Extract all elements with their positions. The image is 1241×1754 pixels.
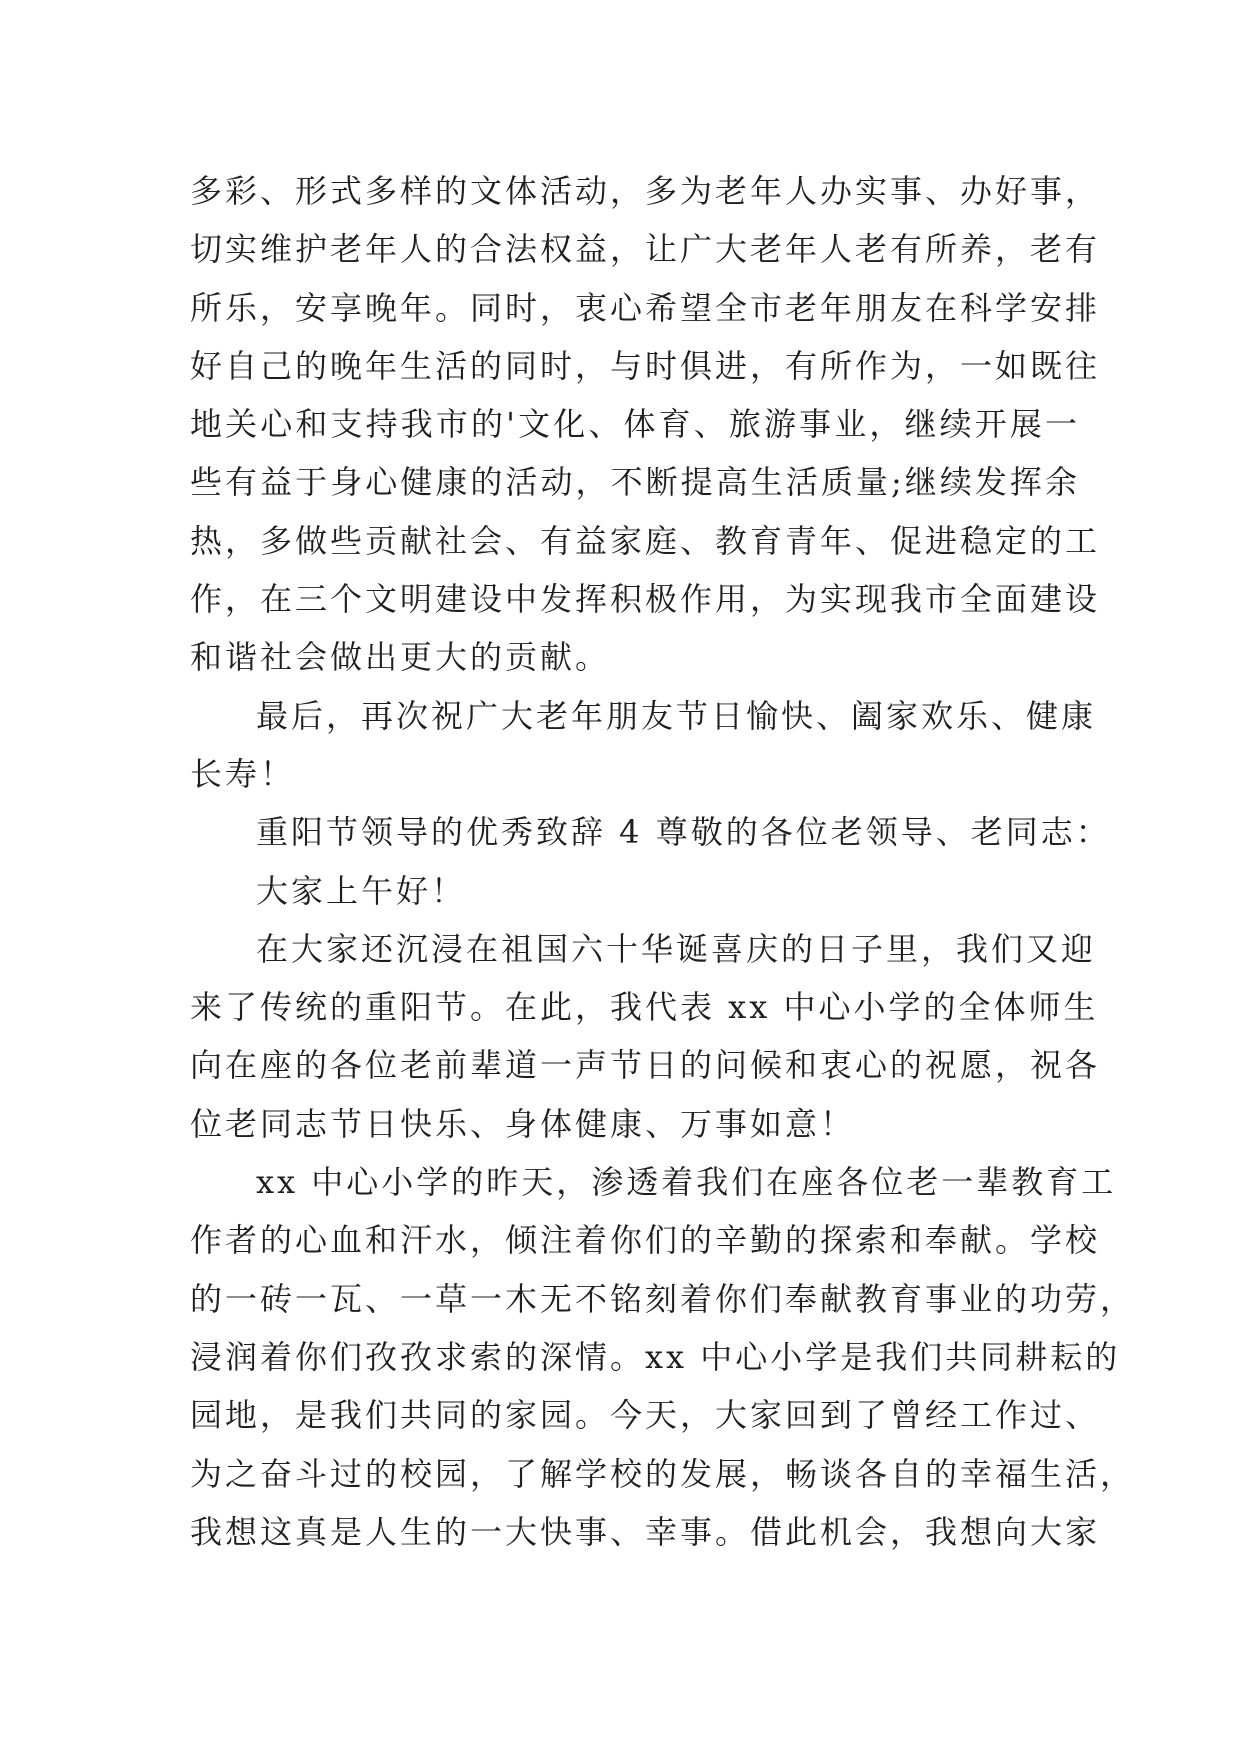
text-line: 多彩、形式多样的文体活动，多为老年人办实事、办好事，: [190, 172, 1101, 210]
text-line: 园地，是我们共同的家园。今天，大家回到了曾经工作过、: [190, 1396, 1101, 1435]
text-line: 好自己的晚年生活的同时，与时俱进，有所作为，一如既往: [190, 346, 1101, 385]
text-line: 热，多做些贡献社会、有益家庭、教育青年、促进稳定的工: [190, 521, 1101, 560]
text-line: 重阳节领导的优秀致辞 4 尊敬的各位老领导、老同志：: [256, 813, 1111, 852]
document-body: [190, 162, 1136, 1561]
text-line: 的一砖一瓦、一草一木无不铭刻着你们奉献教育事业的功劳，: [190, 1279, 1136, 1318]
text-line: 地关心和支持我市的'文化、体育、旅游事业，继续开展一: [190, 405, 1080, 444]
text-line: 所乐，安享晚年。同时，衷心希望全市老年朋友在科学安排: [190, 288, 1101, 327]
text-line: 大家上午好！: [256, 871, 467, 910]
text-line: 些有益于身心健康的活动，不断提高生活质量;继续发挥余: [190, 463, 1080, 502]
text-line: 作，在三个文明建设中发挥积极作用，为实现我市全面建设: [190, 580, 1101, 619]
text-line: 长寿！: [190, 754, 296, 793]
text-line: 为之奋斗过的校园，了解学校的发展，畅谈各自的幸福生活，: [190, 1454, 1136, 1493]
text-line: 和谐社会做出更大的贡献。: [190, 638, 611, 677]
text-line: 浸润着你们孜孜求索的深情。xx 中心小学是我们共同耕耘的: [190, 1337, 1121, 1376]
text-line: 位老同志节日快乐、身体健康、万事如意！: [190, 1104, 856, 1143]
text-line: 我想这真是人生的一大快事、幸事。借此机会，我想向大家: [190, 1512, 1101, 1551]
text-line: 切实维护老年人的合法权益，让广大老年人老有所养，老有: [190, 230, 1101, 269]
text-line: 向在座的各位老前辈道一声节日的问候和衷心的祝愿，祝各: [190, 1046, 1101, 1085]
text-line: 作者的心血和汗水，倾注着你们的辛勤的探索和奉献。学校: [190, 1221, 1101, 1260]
text-line: 来了传统的重阳节。在此，我代表 xx 中心小学的全体师生: [190, 988, 1099, 1027]
text-line: 在大家还沉浸在祖国六十华诞喜庆的日子里，我们又迎: [256, 929, 1097, 968]
text-line: xx 中心小学的昨天，渗透着我们在座各位老一辈教育工: [256, 1163, 1117, 1202]
text-line: 最后，再次祝广大老年朋友节日愉快、阖家欢乐、健康: [256, 696, 1097, 735]
